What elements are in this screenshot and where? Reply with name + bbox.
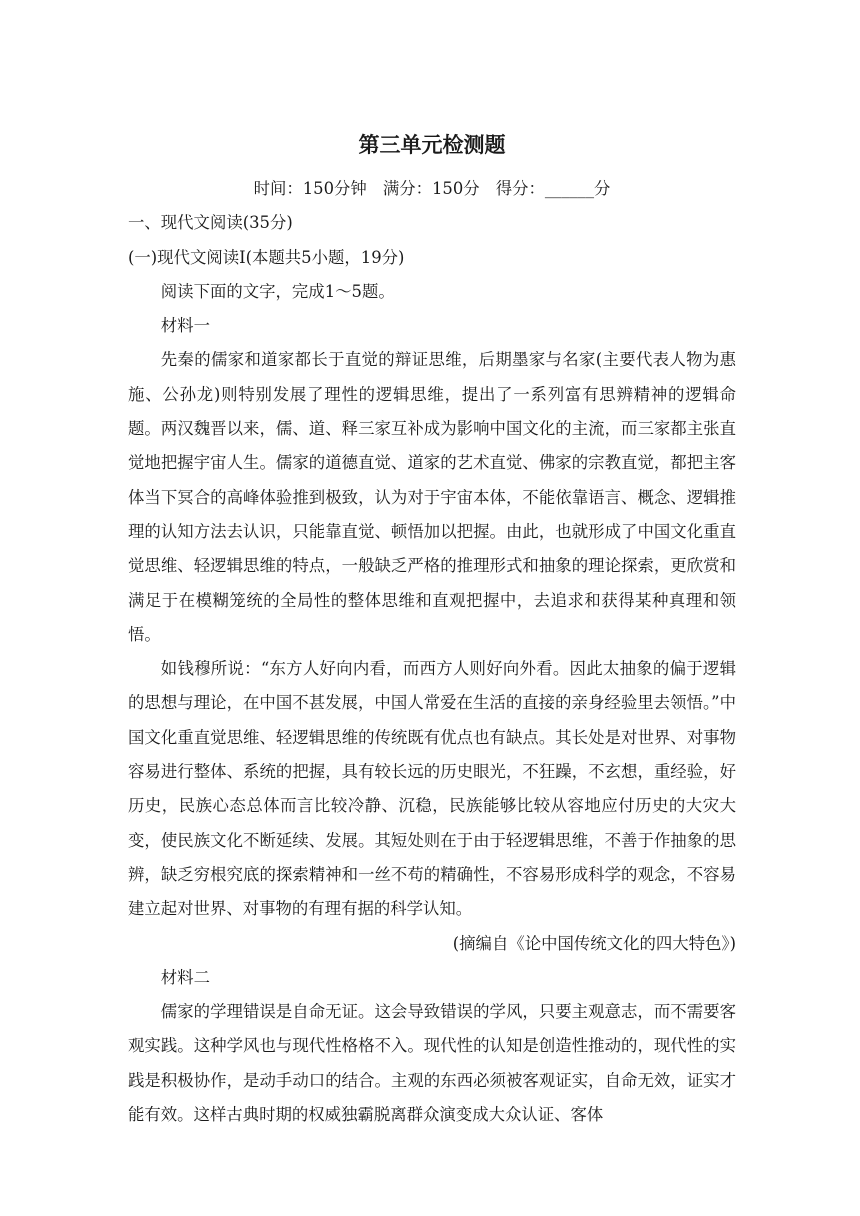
document-content (128, 128, 736, 1132)
exam-meta (128, 172, 736, 206)
page-title: 第三单元检测题 (358, 133, 506, 157)
material2-label: 材料二 (160, 967, 210, 987)
exam-score: 得分：______分 (495, 179, 611, 198)
material1-paragraph: 先秦的儒家和道家都长于直觉的辩证思维，后期墨家与名家(主要代表人物为惠施、公孙龙)则特别发展了理性的逻辑思维，提出了一系列富有思辨精神的逻辑命题。两汉魏晋以来，儒、道、释三家互补成为影响中国文化的主流，而三家都主张直觉地把握宇宙人生。儒家的道德直觉、道家的艺术直觉、佛家的宗教直觉，都把主客体当下冥合的高峰体验推到极致，认为对于宇宙本体，不能依靠语言、概念、逻辑推理的认知方法去认识，只能靠直觉、顿悟加以把握。由此，也就形成了中国文化重直觉思维、轻逻辑思维的特点，一般缺乏严格的推理形式和抽象的理论探索，更欣赏和满足于在模糊笼统的全局性的整体思维和直观把握中，去追求和获得某种真理和领悟。 (128, 350, 736, 644)
instruction: 阅读下面的文字，完成1～5题。 (160, 281, 395, 301)
material2-paragraph: 儒家的学理错误是自命无证。这会导致错误的学风，只要主观意志，而不需要客观实践。这种学风也与现代性格格不入。现代性的认知是创造性推动的，现代性的实践是积极协作，是动手动口的结合。主观的东西必须被客观证实，自命无效，证实才能有效。这样古典时期的权威独霸脱离群众演变成大众认证、客体 (128, 1002, 736, 1125)
exam-full-score: 满分：150分 (382, 179, 480, 198)
exam-time: 时间：150分钟 (253, 179, 367, 198)
material1-paragraph: 如钱穆所说：“东方人好向内看，而西方人则好向外看。因此太抽象的偏于逻辑的思想与理论，在中国不甚发展，中国人常爱在生活的直接的亲身经验里去领悟。”中国文化重直觉思维、轻逻辑思维的传统既有优点也有缺点。其长处是对世界、对事物容易进行整体、系统的把握，具有较长远的历史眼光，不狂躁，不玄想，重经验，好历史，民族心态总体而言比较冷静、沉稳，民族能够比较从容地应付历史的大灾大变，使民族文化不断延续、发展。其短处则在于由于轻逻辑思维，不善于作抽象的思辨，缺乏穷根究底的探索精神和一丝不苟的精确性，不容易形成科学的观念，不容易建立起对世界、对事物的有理有据的科学认知。 (128, 659, 736, 919)
subsection-heading: (一)现代文阅读Ⅰ(本题共5小题，19分) (128, 247, 405, 267)
material1-label: 材料一 (160, 316, 210, 336)
section-heading: 一、现代文阅读(35分) (128, 213, 293, 233)
material1-source: (摘编自《论中国传统文化的四大特色》) (452, 933, 736, 953)
